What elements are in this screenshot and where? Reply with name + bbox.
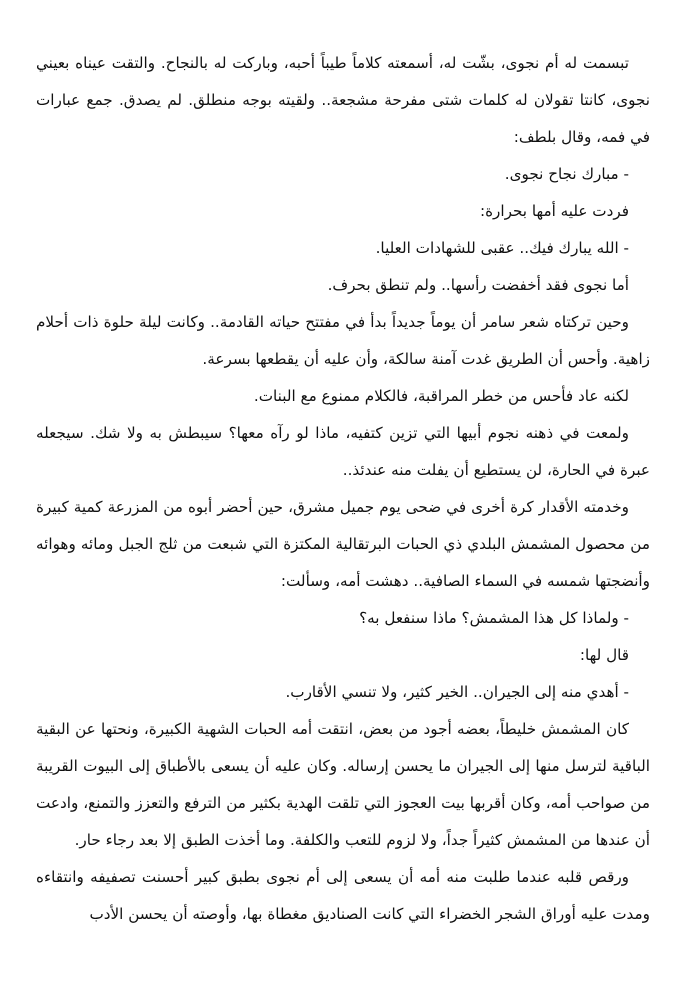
- paragraph-father-stars: ولمعت في ذهنه نجوم أبيها التي تزين كتفيه، ماذا لو رآه معها؟ سيبطش به ولا شك. سيجعله عبرة في الحارة، لن يستطيع أن يفلت منه عندئذ..: [36, 424, 650, 479]
- paragraph-new-day: وحين تركتاه شعر سامر أن يوماً جديداً بدأ في مفتتح حياته القادمة.. وكانت ليلة حلوة ذات أحلام زاهية. وأحس أن الطريق غدت آمنة سالكة، وأن عليه أن يقطعها بسرعة.: [36, 313, 650, 368]
- paragraph-he-said: قال لها:: [579, 646, 629, 664]
- paragraph-danger: لكنه عاد فأحس من خطر المراقبة، فالكلام ممنوع مع البنات.: [253, 387, 629, 405]
- document-page: [36, 45, 650, 933]
- paragraph-heart-danced: ورقص قلبه عندما طلبت منه أمه أن يسعى إلى أم نجوى بطبق كبير أحسنت تصفيفه وانتقاءه ومدت عليه أوراق الشجر الخضراء التي كانت الصناديق مغطاة بها، وأوصته أن يحسن الأدب: [36, 868, 650, 923]
- dialogue-gift-neighbors: - أهدي منه إلى الجيران.. الخير كثير، ولا تنسي الأقارب.: [285, 683, 629, 701]
- dialogue-congratulations: - مبارك نجاح نجوى.: [504, 165, 629, 183]
- paragraph-najwa-silent: أما نجوى فقد أخفضت رأسها.. ولم تنطق بحرف.: [327, 276, 629, 294]
- paragraph-mother-reply-intro: فردت عليه أمها بحرارة:: [479, 202, 629, 220]
- paragraph-greeting: تبسمت له أم نجوى، بشّت له، أسمعته كلاماً طيباً أحبه، وباركت له بالنجاح. والتقت عيناه بعيني نجوى، كانتا تقولان له كلمات شتى مفرحة مشجعة.. ولقيته بوجه منطلق. لم يصدق. جمع عبارات في فمه، وقال بلطف:: [36, 54, 650, 146]
- paragraph-apricots-arrive: وخدمته الأقدار كرة أخرى في ضحى يوم جميل مشرق، حين أحضر أبوه من المزرعة كمية كبيرة من محصول المشمش البلدي ذي الحبات البرتقالية المكتزة التي شبعت من ثلج الجبل ومائه وهوائه وأنضجتها شمسه في السماء الصافية.. دهشت أمه، وسألت:: [36, 498, 650, 590]
- dialogue-mother-reply: - الله يبارك فيك.. عقبى للشهادات العليا.: [375, 239, 629, 257]
- paragraph-sorting-apricots: كان المشمش خليطاً، بعضه أجود من بعض، انتقت أمه الحبات الشهية الكبيرة، ونحتها عن البقية الباقية لترسل منها إلى الجيران ما يحسن إرساله. وكان عليه أن يسعى بالأطباق إلى البيوت القريبة من صواحب أمه، وكان أقربها بيت العجوز التي تلقت الهدية بكثير من الترفع والتعزز والتمنع، وادعت أن عندها من المشمش كثيراً جداً، ولا لزوم للتعب والكلفة. وما أخذت الطبق إلا بعد رجاء حار.: [36, 720, 650, 849]
- dialogue-why-apricots: - ولماذا كل هذا المشمش؟ ماذا سنفعل به؟: [359, 609, 629, 627]
